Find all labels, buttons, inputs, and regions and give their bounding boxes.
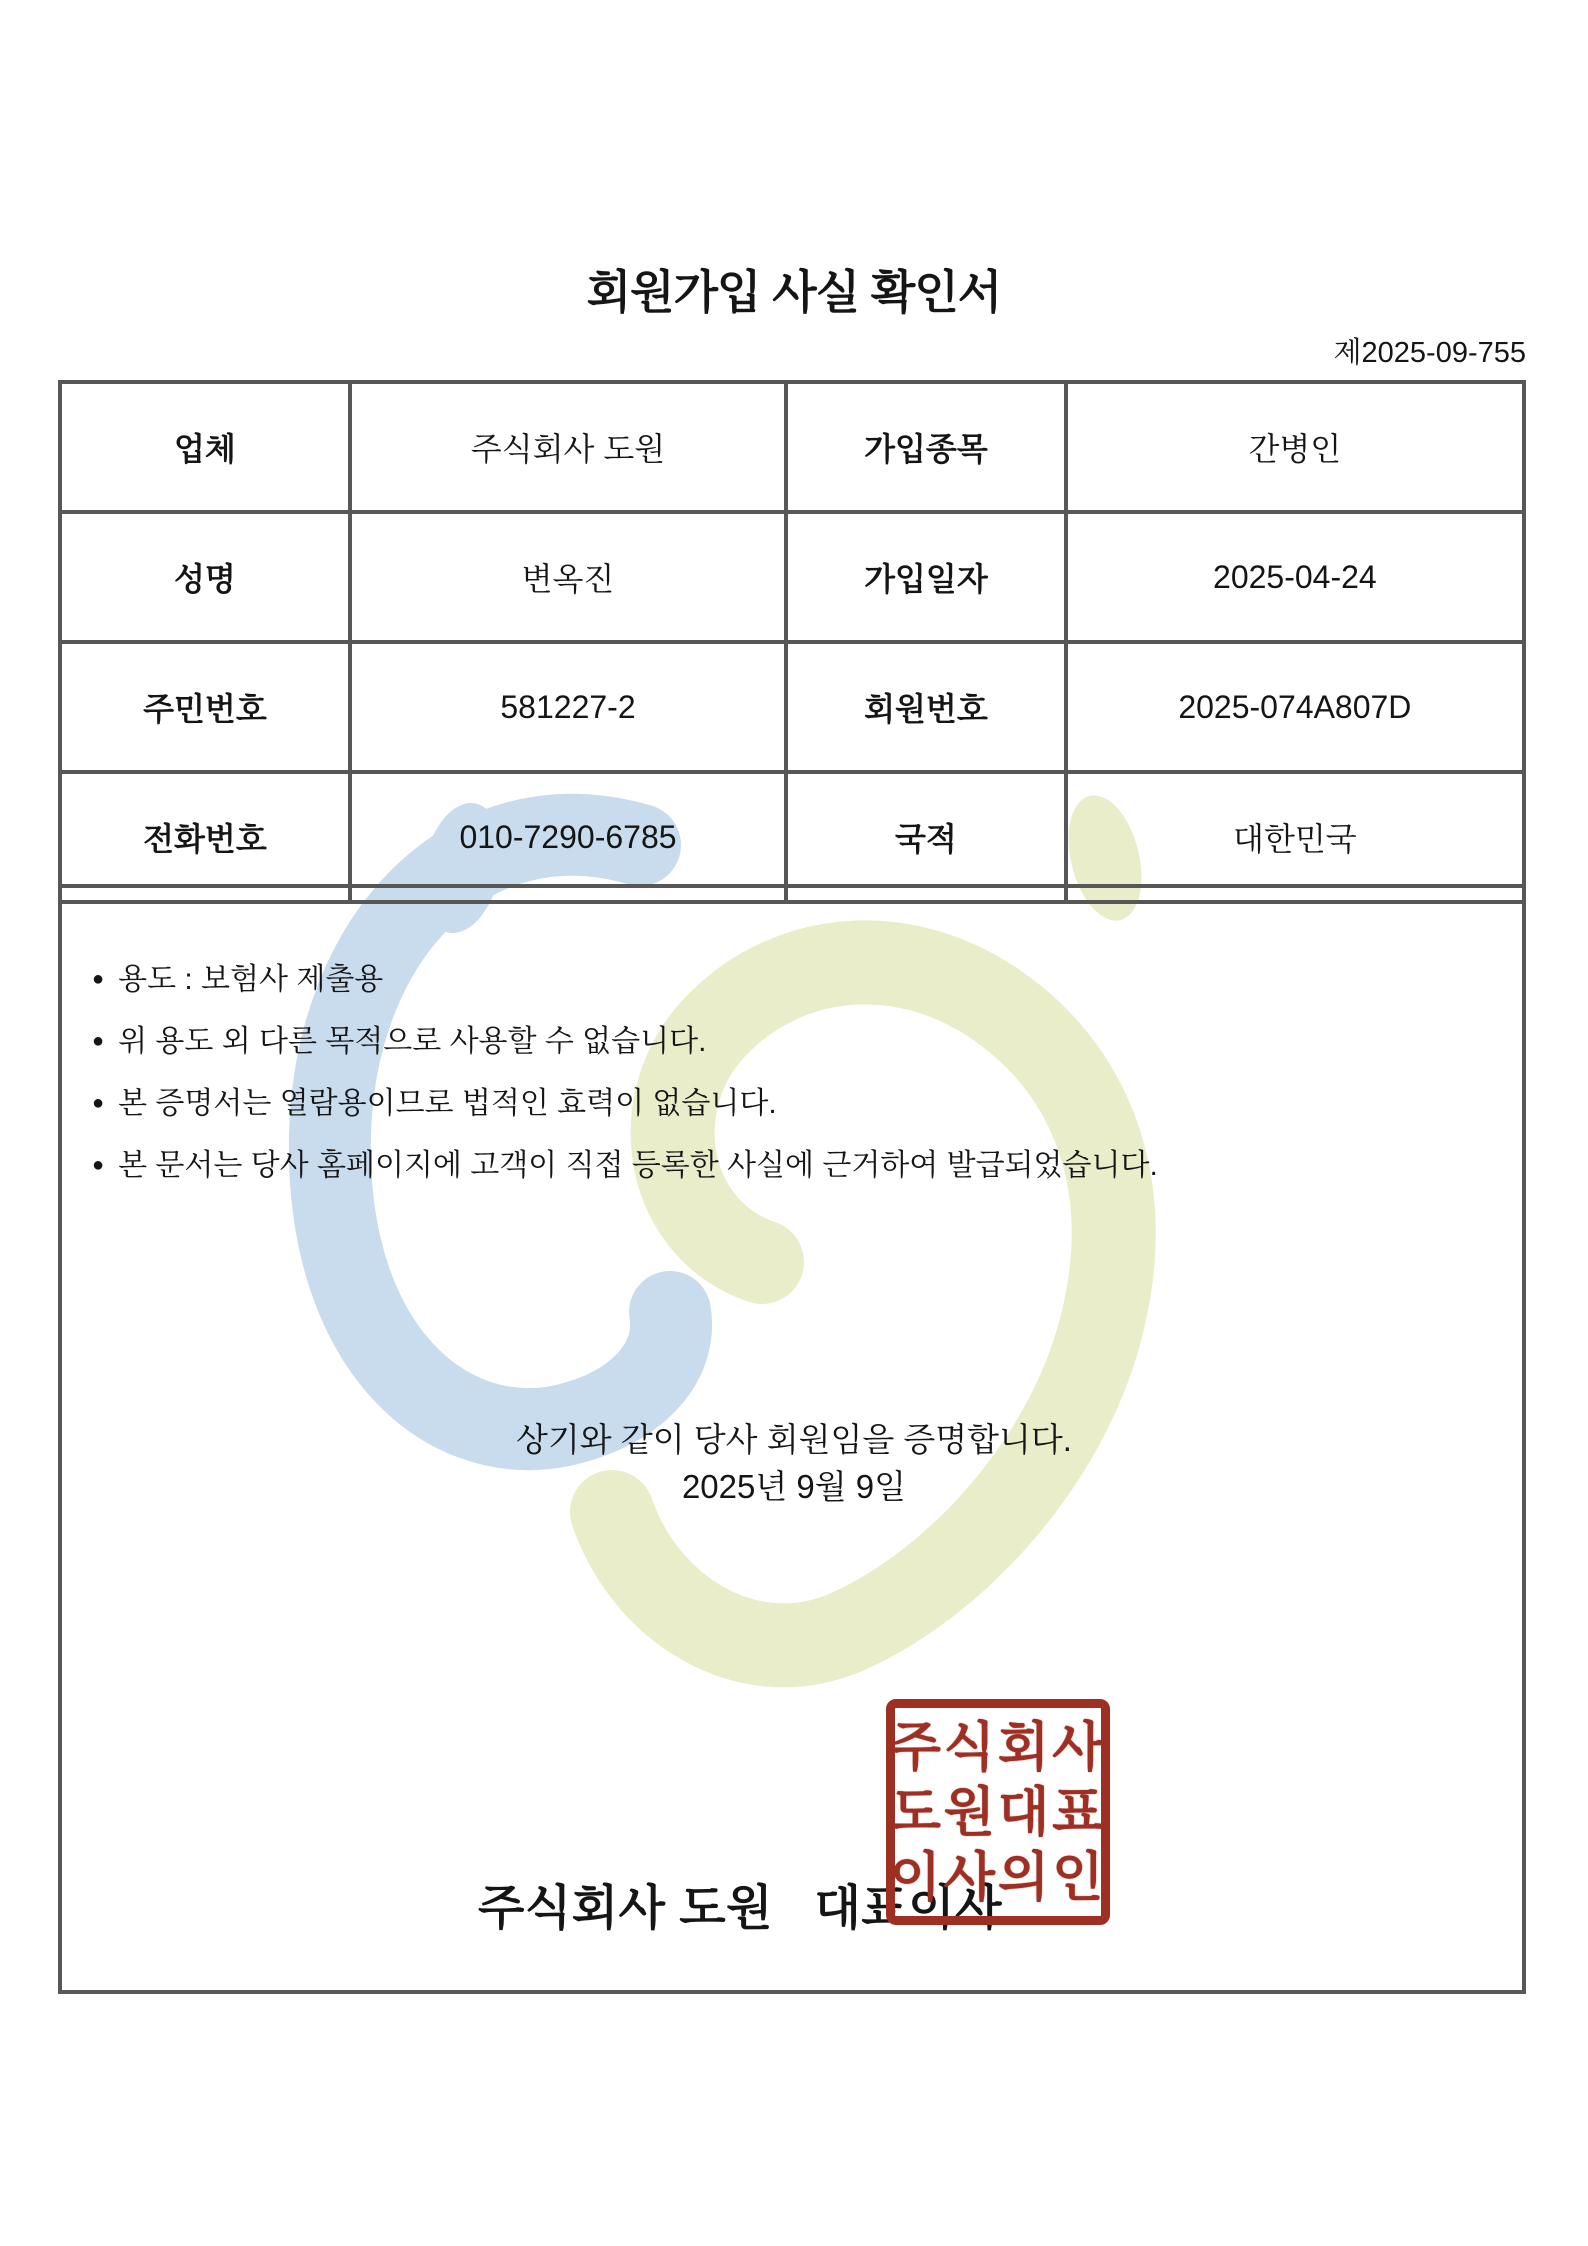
list-item [92,1086,1158,1121]
list-item [92,962,1158,997]
field-label-join-category: 가입종목 [786,382,1066,512]
notes-list [92,962,1158,1210]
note-no-legal-effect: 본 증명서는 열람용이므로 법적인 효력이 없습니다. [118,1087,777,1120]
note-restriction: 위 용도 외 다른 목적으로 사용할 수 없습니다. [118,1025,707,1058]
issue-date: 2025년 9월 9일 [681,1468,907,1505]
field-label-company: 업체 [60,382,350,512]
field-value-nationality: 대한민국 [1066,772,1524,902]
document-number: 제2025-09-755 [1333,337,1526,369]
field-value-join-category: 간병인 [1066,382,1524,512]
bullet-icon: ● [92,968,105,990]
page-title: 회원가입 사실 확인서 [586,266,1002,318]
bullet-icon: ● [92,1092,105,1114]
table-row [60,382,1524,512]
statement-text: 상기와 같이 당사 회원임을 증명합니다. [516,1421,1072,1458]
field-value-name: 변옥진 [350,512,786,642]
member-info-table [58,380,1526,904]
certification-statement [0,1416,1588,1510]
field-value-phone: 010-7290-6785 [350,772,786,902]
field-label-nationality: 국적 [786,772,1066,902]
bullet-icon: ● [92,1154,105,1176]
corporate-seal-stamp [886,1699,1110,1925]
field-value-member-number: 2025-074A807D [1066,642,1524,772]
company-signature: 주식회사 도원 대표이사 [478,1882,1003,1935]
table-row [60,772,1524,902]
field-value-join-date: 2025-04-24 [1066,512,1524,642]
note-usage: 용도 : 보험사 제출용 [118,963,384,996]
field-label-resident-id: 주민번호 [60,642,350,772]
note-self-registered: 본 문서는 당사 홈페이지에 고객이 직접 등록한 사실에 근거하여 발급되었습니다. [118,1149,1158,1182]
seal-text-row: 주식회사 [889,1717,1107,1777]
seal-text-row: 도원대표 [889,1782,1107,1842]
field-value-resident-id: 581227-2 [350,642,786,772]
field-value-company: 주식회사 도원 [350,382,786,512]
field-label-phone: 전화번호 [60,772,350,902]
bullet-icon: ● [92,1030,105,1052]
table-row [60,642,1524,772]
list-item [92,1148,1158,1183]
list-item [92,1024,1158,1059]
table-row [60,512,1524,642]
seal-text-row: 이사의인 [889,1847,1107,1907]
field-label-join-date: 가입일자 [786,512,1066,642]
field-label-member-number: 회원번호 [786,642,1066,772]
field-label-name: 성명 [60,512,350,642]
